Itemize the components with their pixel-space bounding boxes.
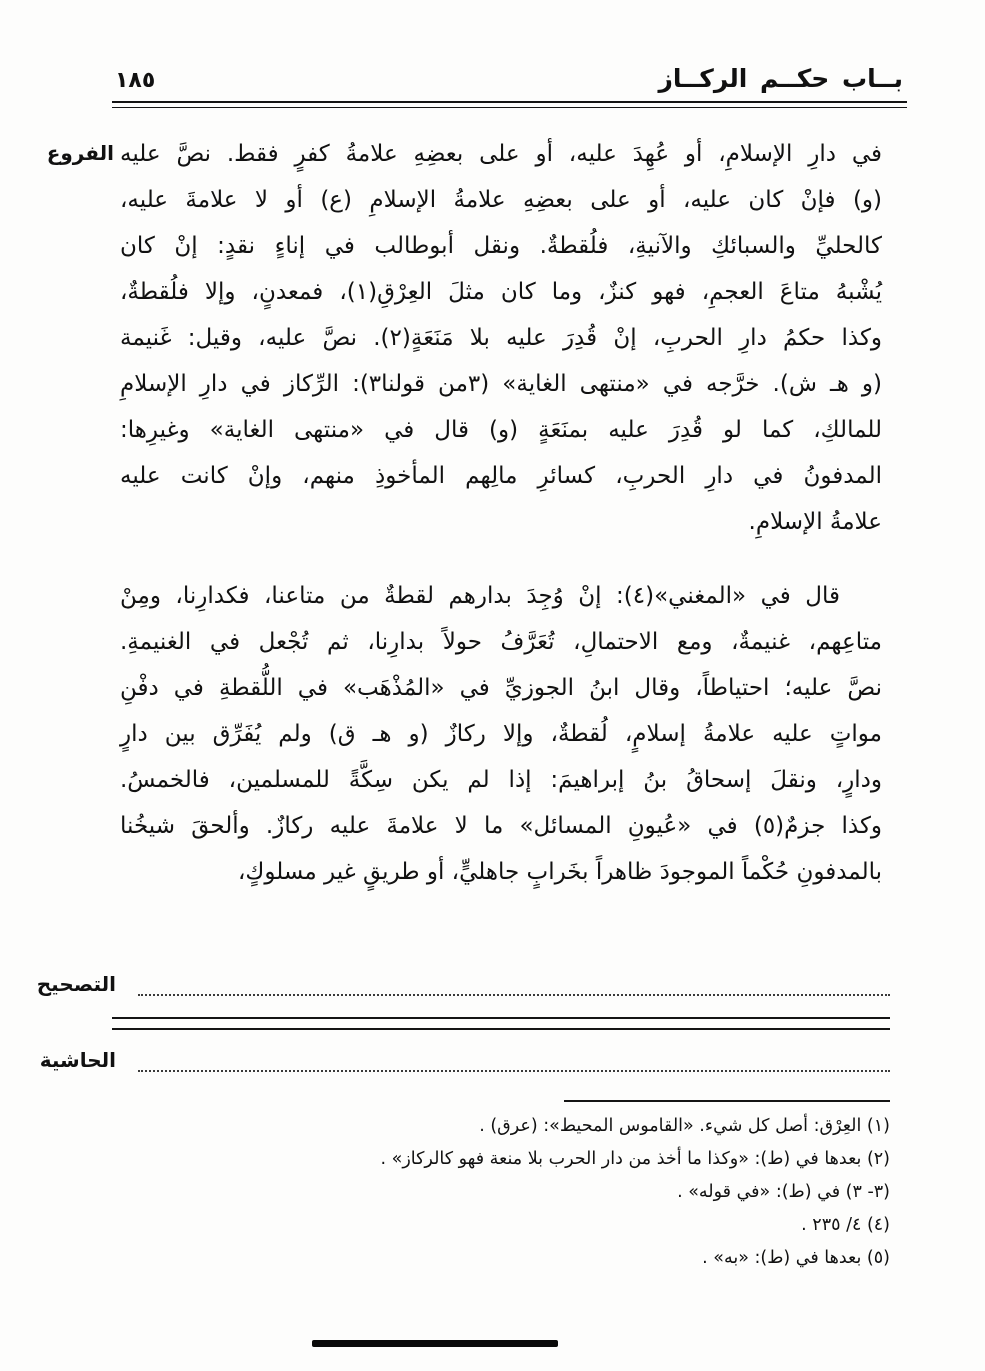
paragraph xyxy=(120,573,882,895)
text-line: (و هـ ش). خرَّجه في «منتهى الغاية» (٣من قولنا٣): الرِّكاز في دارِ الإسلامِ xyxy=(120,371,882,397)
footnote-separator xyxy=(564,1100,890,1102)
hashiya-dotted-line xyxy=(138,1051,890,1072)
text-line: في دارِ الإسلامِ، أو عُهِدَ عليه، أو على بعضِهِ علامةُ كفرٍ فقط. نصَّ عليه xyxy=(120,141,882,167)
text-line: قال في «المغني»(٤): إنْ وُجِدَ بدارهم لقطةٌ من متاعنا، فكدارِنا، ومِنْ xyxy=(120,583,840,609)
text-line: للمالكِ، كما لو قُدِرَ عليه بمنَعَةٍ (و) قال في «منتهى الغاية» وغيرِها: xyxy=(120,417,882,443)
text-line: المدفونُ في دارِ الحربِ، كسائرِ مالِهم المأخوذِ منهم، وإنْ كانت عليه xyxy=(120,463,882,489)
page-number: ١٨٥ xyxy=(115,68,156,93)
text-line: مواتٍ عليه علامةُ إسلامٍ، لُقطةٌ، وإلا ركازٌ (و هـ ق) ولم يُفَرِّق بين دارٍ xyxy=(120,721,882,747)
hashiya-label: الحاشية xyxy=(39,1048,116,1072)
text-line: متاعِهم، غنيمةٌ، ومع الاحتمالِ، تُعَرَّفُ حولاً بدارِنا، ثم تُجْعل في الغنيمةِ. xyxy=(120,629,882,655)
body-text xyxy=(120,131,882,895)
footnote-line: (٣- ٣) في (ط): «في قوله» . xyxy=(677,1182,890,1202)
correction-dotted-line xyxy=(138,975,890,996)
footnote-line: (٥) بعدها في (ط): «به» . xyxy=(702,1248,890,1268)
text-line: يُشْبهُ متاعَ العجمِ، فهو كنزٌ، وما كان مثلَ العِرْقِ(١)، فمعدنٍ، وإلا فلُقطةٌ، xyxy=(120,279,882,305)
margin-note: الفروع xyxy=(46,141,114,165)
section-double-rule xyxy=(112,1017,890,1030)
text-line: ودارٍ، ونقلَ إسحاقُ بنُ إبراهيمَ: إذا لم يكن سِكَّةً للمسلمين، فالخمسُ. xyxy=(120,767,882,793)
chapter-title: بــاب حكــم الركــاز xyxy=(658,64,903,93)
correction-label: التصحيح xyxy=(36,972,116,996)
text-line: علامةُ الإسلامِ. xyxy=(748,509,882,535)
text-line: وكذا حكمُ دارِ الحربِ، إنْ قُدِرَ عليه بلا مَنَعَةٍ(٢). نصَّ عليه، وقيل: غَنيمة xyxy=(120,325,882,351)
text-line: وكذا جزمٌ(٥) في «عُيونِ المسائل» ما لا علامةَ عليه ركازٌ. وألحقَ شيخُنا xyxy=(120,813,883,839)
text-line: بالمدفونِ حُكْماً الموجودَ ظاهراً بخَرابٍ جاهليٍّ، أو طريقٍ غير مسلوكٍ، xyxy=(237,859,882,885)
header-double-rule xyxy=(112,101,907,108)
text-line: كالحليِّ والسبائكِ والآنيةِ، فلُقطةٌ. ونقل أبوطالب في إناءٍ نقدٍ: إنْ كان xyxy=(120,233,882,259)
paragraph xyxy=(120,131,882,545)
scan-artifact xyxy=(312,1340,558,1347)
footnotes xyxy=(110,1110,890,1275)
footnote-line: (١) العِرْق: أصل كل شيء. «القاموس المحيط»: (عرق) . xyxy=(479,1116,890,1136)
footnote-line: (٢) بعدها في (ط): «وكذا ما أخذ من دار الحرب بلا منعة فهو كالركاز» . xyxy=(380,1149,890,1169)
text-line: (و) فإنْ كان عليه، أو على بعضِهِ علامةُ الإسلامِ (ع) أو لا علامةَ عليه، xyxy=(120,187,882,213)
text-line: نصَّ عليه؛ احتياطاً، وقال ابنُ الجوزيِّ في «المُذْهَب» في اللُّقطةِ في دفْنِ xyxy=(120,675,882,701)
footnote-line: (٤) ٤/ ٢٣٥ . xyxy=(801,1215,890,1235)
